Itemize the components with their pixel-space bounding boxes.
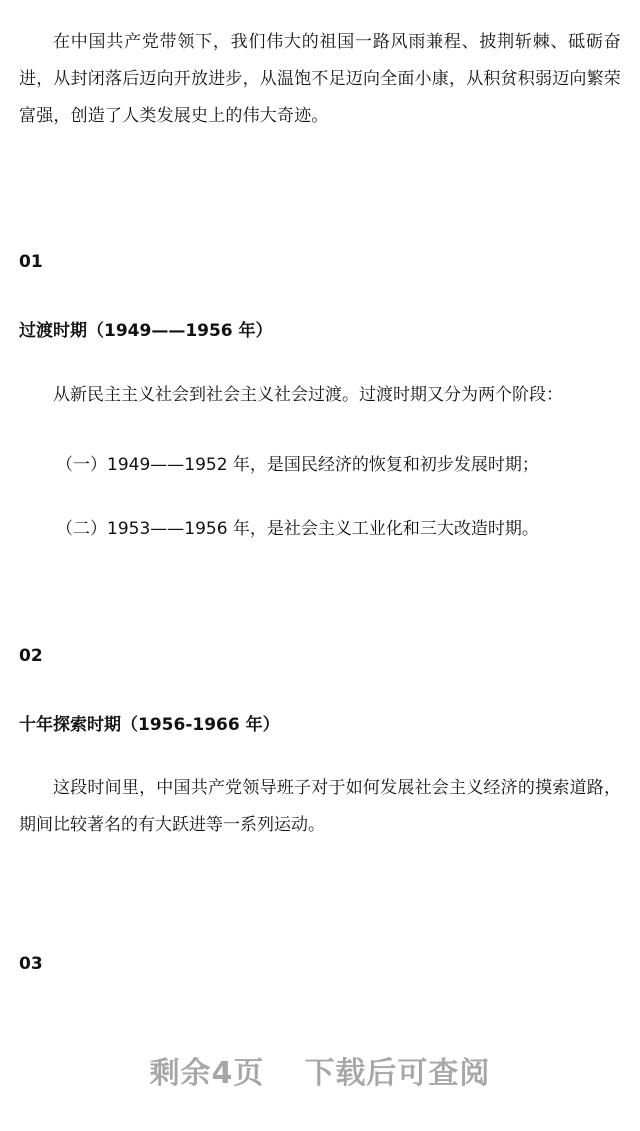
section-number-03: 03	[19, 954, 43, 974]
stage-item-2: （二）1953——1956 年，是社会主义工业化和三大改造时期。	[56, 519, 539, 539]
download-to-view-label: 下载后可查阅	[304, 1056, 491, 1091]
section-number-02: 02	[19, 646, 43, 666]
intro-paragraph: 在中国共产党带领下，我们伟大的祖国一路风雨兼程、披荆斩棘、砥砺奋进，从封闭落后迈向开放进步，从温饱不足迈向全面小康，从积贫积弱迈向繁荣富强，创造了人类发展史上的伟大奇迹。	[19, 32, 621, 126]
section-heading-transition: 过渡时期（1949——1956 年）	[19, 321, 273, 341]
section-heading-exploration: 十年探索时期（1956-1966 年）	[19, 715, 280, 735]
stage-item-1: （一）1949——1952 年，是国民经济的恢复和初步发展时期；	[56, 455, 539, 475]
section-body-exploration: 这段时间里，中国共产党领导班子对于如何发展社会主义经济的摸索道路，期间比较著名的有大跃进等一系列运动。	[19, 778, 621, 835]
section-body-transition: 从新民主主义社会到社会主义社会过渡。过渡时期又分为两个阶段：	[53, 385, 563, 405]
remaining-pages-label: 剩余4页	[149, 1056, 265, 1091]
download-prompt[interactable]	[0, 1048, 640, 1092]
section-number-01: 01	[19, 252, 43, 272]
